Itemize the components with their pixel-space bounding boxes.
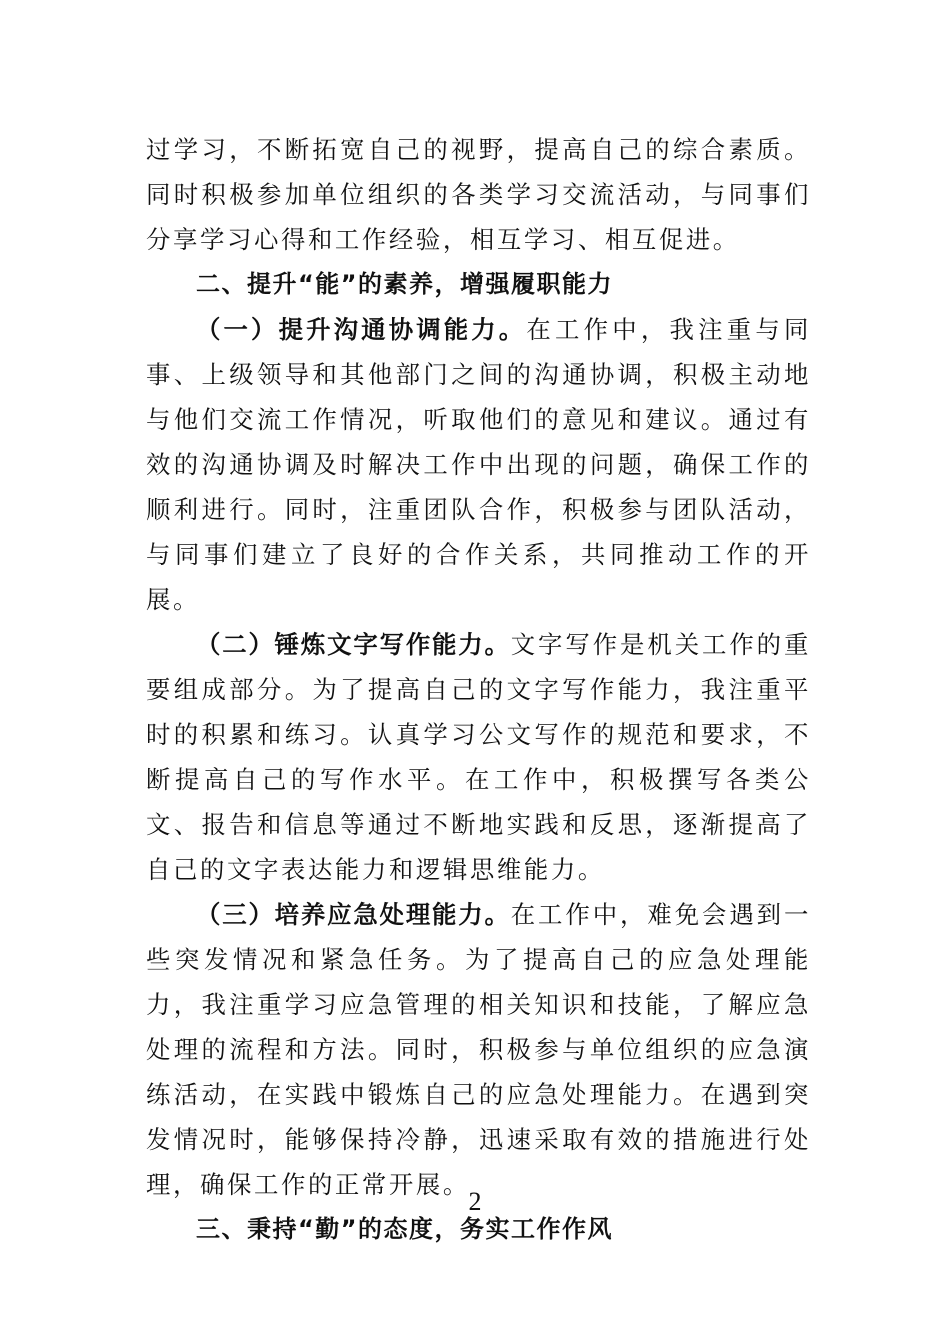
subsection-title-2: （二）锤炼文字写作能力。: [196, 630, 511, 659]
subsection-title-3: （三）培养应急处理能力。: [196, 900, 511, 929]
subsection-body-1: 在工作中，我注重与同事、上级领导和其他部门之间的沟通协调，积极主动地与他们交流工作情况，听取他们的意见和建议。通过有效的沟通协调及时解决工作中出现的问题，确保工作的顺利进行。同时，注重团队合作，积极参与团队活动，与同事们建立了良好的合作关系，共同推动工作的开展。: [146, 315, 811, 614]
intro-paragraph: 过学习，不断拓宽自己的视野，提高自己的综合素质。同时积极参加单位组织的各类学习交流活动，与同事们分享学习心得和工作经验，相互学习、相互促进。: [146, 135, 811, 254]
page-number: 2: [468, 1187, 482, 1216]
subsection-paragraph-1: [146, 307, 811, 622]
subsection-body-2: 文字写作是机关工作的重要组成部分。为了提高自己的文字写作能力，我注重平时的积累和练习。认真学习公文写作的规范和要求，不断提高自己的写作水平。在工作中，积极撰写各类公文、报告和信息等通过不断地实践和反思，逐渐提高了自己的文字表达能力和逻辑思维能力。: [146, 630, 811, 884]
subsection-paragraph-3: [146, 892, 811, 1207]
section-heading-2: 二、提升“能”的素养，增强履职能力: [196, 270, 614, 298]
document-page: [146, 127, 811, 1252]
subsection-body-3: 在工作中，难免会遇到一些突发情况和紧急任务。为了提高自己的应急处理能力，我注重学习应急管理的相关知识和技能，了解应急处理的流程和方法。同时，积极参与单位组织的应急演练活动，在实践中锻炼自己的应急处理能力。在遇到突发情况时，能够保持冷静，迅速采取有效的措施进行处理，确保工作的正常开展。: [146, 900, 811, 1199]
subsection-paragraph-2: [146, 622, 811, 892]
section-heading-3: 三、秉持“勤”的态度，务实工作作风: [196, 1215, 614, 1243]
subsection-title-1: （一）提升沟通协调能力。: [196, 315, 527, 344]
